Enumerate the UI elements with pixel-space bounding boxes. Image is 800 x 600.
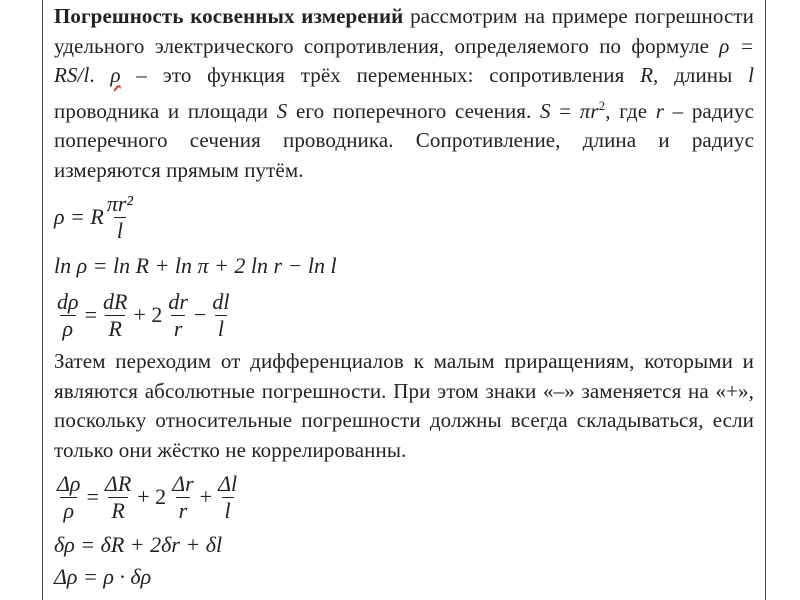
fraction: [215, 471, 240, 523]
eq-text: ln ρ = ln R + ln π + 2 ln r − ln l: [54, 253, 337, 278]
equation-absolute: [54, 561, 754, 593]
paragraph-1: Погрешность косвенных измерений рассмотрим на примере погрешности удельного электрического сопротивления, определяемого по формуле ρ = RS/l. ρ – это функция трёх переменных: сопротивления R, длины l проводника и площади S его поперечного сечения. $S = \pi r^2$, где r – радиус поперечного сечения проводника. Сопротивление, длина и радиус измеряются прямым путём.: [54, 4, 754, 182]
text-run: , длины: [653, 63, 749, 87]
document-body: [54, 2, 754, 593]
operator: −: [193, 302, 207, 327]
numerator: dr: [168, 289, 188, 315]
numerator: ΔR: [104, 471, 132, 497]
fraction: [169, 471, 196, 523]
heading-bold: Погрешность косвенных измерений: [54, 4, 404, 28]
var-R: R: [640, 63, 654, 87]
denominator: r: [171, 315, 186, 341]
numerator: dρ: [57, 289, 79, 315]
eq-lhs: ρ = R: [54, 204, 104, 229]
fraction: [165, 289, 191, 341]
operator: + 2: [133, 302, 163, 327]
operator: +: [199, 484, 213, 509]
equation-ln: [54, 249, 754, 283]
numerator: Δr: [172, 471, 194, 497]
numerator: dl: [212, 289, 230, 315]
fraction: [104, 191, 136, 243]
denominator: l: [222, 497, 234, 523]
denominator: R: [108, 497, 127, 523]
denominator: ρ: [60, 315, 77, 341]
rho-symbol: ρ: [110, 63, 121, 87]
denominator: R: [105, 315, 124, 341]
numerator: dR: [102, 289, 128, 315]
var-l: l: [748, 63, 754, 87]
text-run: проводника и площади: [54, 98, 277, 123]
equation-rho: [54, 185, 754, 249]
numerator: Δρ: [57, 471, 81, 497]
inline-formula: ρ = RS/l: [54, 33, 754, 87]
operator: =: [86, 484, 99, 509]
var-r: r: [655, 98, 665, 123]
equation-differential: [54, 283, 754, 347]
text-run: =: [550, 98, 580, 123]
fraction: [54, 289, 82, 341]
equation-delta: [54, 465, 754, 529]
fraction: [102, 471, 134, 523]
operator: + 2: [137, 484, 167, 509]
denominator: r: [176, 497, 191, 523]
fraction: [209, 289, 232, 341]
var-S: S: [276, 98, 288, 123]
text-run: его поперечного сечения.: [287, 98, 541, 123]
numerator: πr²: [106, 191, 134, 217]
text-run: рассмотрим на примере погрешности удельного электрического сопротивления, определяемого по формуле: [54, 4, 754, 58]
exponent: 2: [598, 97, 606, 113]
denominator: l: [215, 315, 227, 341]
operator: =: [84, 302, 97, 327]
equation-relative: [54, 529, 754, 561]
denominator: ρ: [60, 497, 77, 523]
paragraph-2: Затем переходим от дифференциалов к малым приращениям, которыми и являются абсолютные погрешности. При этом знаки «–» заменяется на «+», поскольку относительные погрешности должны всегда складываться, если только они жёстко не коррелированны.: [54, 349, 754, 462]
text-run: , где: [605, 98, 656, 123]
var-pi-r: πr: [579, 98, 599, 123]
text-run: – радиус поперечного сечения проводника. Сопротивление, длина и радиус измеряются прямым путём.: [54, 98, 754, 182]
fraction: [100, 289, 130, 341]
eq-text: Δρ = ρ · δρ: [54, 564, 152, 589]
numerator: Δl: [218, 471, 238, 497]
denominator: l: [114, 217, 126, 243]
text-run: – это функция трёх переменных: сопротивления: [120, 63, 641, 87]
fraction: [54, 471, 83, 523]
var-S: S: [540, 98, 551, 123]
eq-text: δρ = δR + 2δr + δl: [54, 532, 223, 557]
